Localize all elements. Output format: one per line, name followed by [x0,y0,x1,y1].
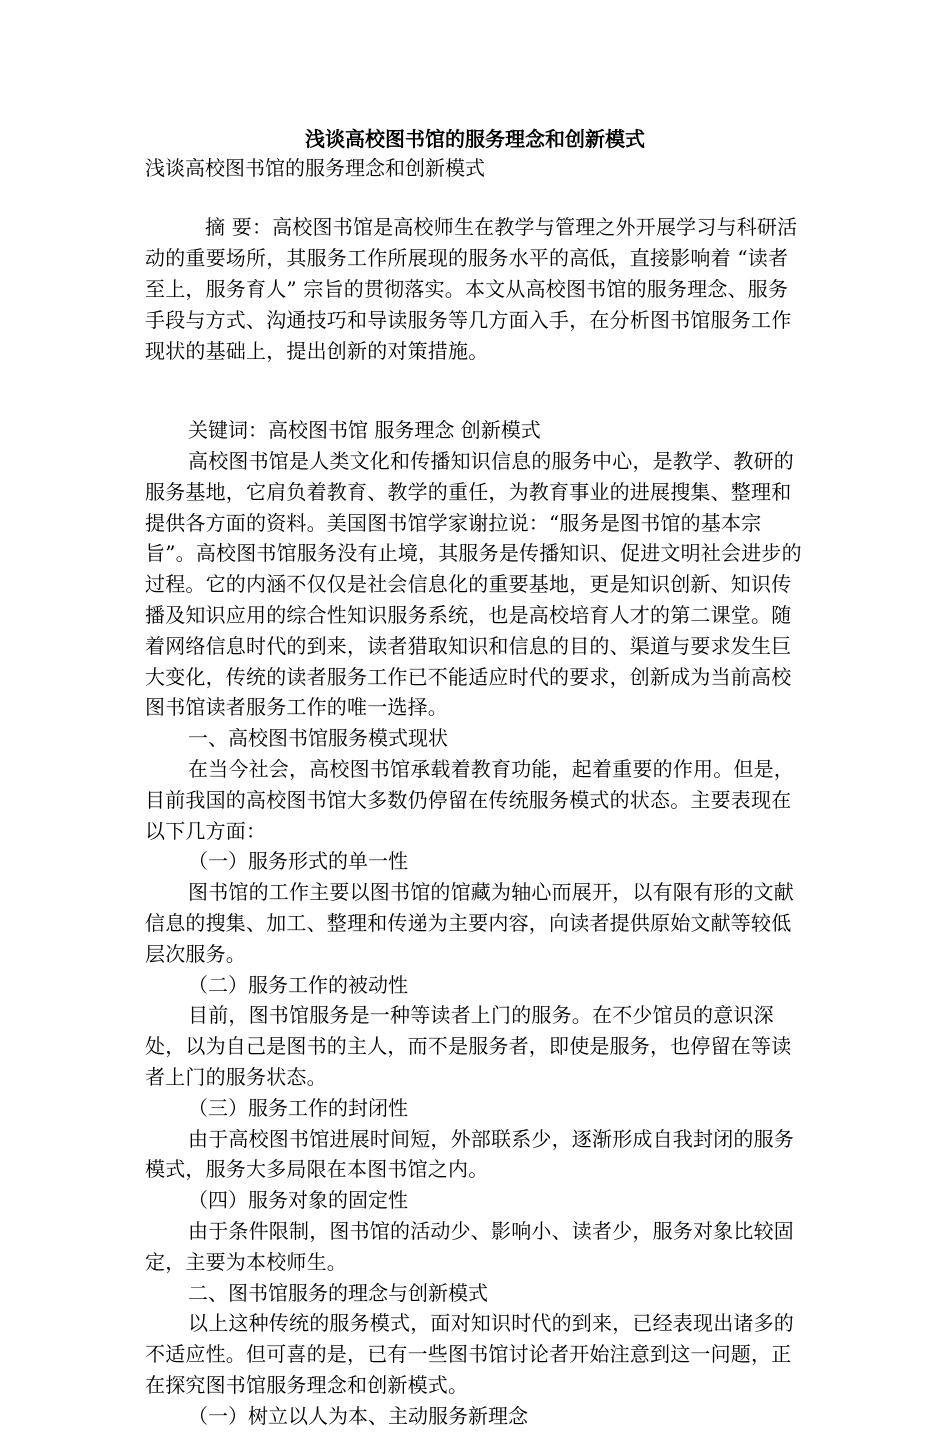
subsection-paragraph-1-4: 由于条件限制，图书馆的活动少、影响小、读者少，服务对象比较固定，主要为本校师生。 [145,1218,794,1274]
abstract-paragraph: 摘 要：高校图书馆是高校师生在教学与管理之外开展学习与科研活动的重要场所，其服务工作所展现的服务水平的高低，直接影响着 “读者至上，服务育人” 宗旨的贯彻落实。本文从高校图书馆的服务理念、服务手段与方式、沟通技巧和导读服务等几方面入手，在分析图书馆服务工作现状的基础上，提出创新的对策措施。 [145,215,798,363]
section-2-intro: 以上这种传统的服务模式，面对知识时代的到来，已经表现出诸多的不适应性。但可喜的是，已有一些图书馆讨论者开始注意到这一问题，正在探究图书馆服务理念和创新模式。 [145,1311,794,1397]
subsection-paragraph-1-1: 图书馆的工作主要以图书馆的馆藏为轴心而展开，以有限有形的文献信息的搜集、加工、整理和传递为主要内容，向读者提供原始文献等较低层次服务。 [145,880,794,966]
subsection-paragraph-1-2: 目前，图书馆服务是一种等读者上门的服务。在不少馆员的意识深处，以为自己是图书的主人，而不是服务者，即使是服务，也停留在等读者上门的服务状态。 [145,1003,792,1089]
document-subtitle: 浅谈高校图书馆的服务理念和创新模式 [145,156,485,180]
document-page [145,118,805,1432]
subsection-heading-1-3: （三）服务工作的封闭性 [188,1095,408,1120]
subsection-heading-1-4: （四）服务对象的固定性 [188,1188,408,1213]
section-1-intro: 在当今社会，高校图书馆承载着教育功能，起着重要的作用。但是，目前我国的高校图书馆大多数仍停留在传统服务模式的状态。主要表现在以下几方面： [145,756,794,843]
subsection-heading-1-1: （一）服务形式的单一性 [188,849,408,874]
intro-paragraph: 高校图书馆是人类文化和传播知识信息的服务中心，是教学、教研的服务基地，它肩负着教育、教学的重任，为教育事业的进展搜集、整理和提供各方面的资料。美国图书馆学家谢拉说：“服务是图书馆的基本宗旨”。高校图书馆服务没有止境，其服务是传播知识、促进文明社会进步的过程。它的内涵不仅仅是社会信息化的重要基地，更是知识创新、知识传播及知识应用的综合性知识服务系统，也是高校培育人才的第二课堂。随着网络信息时代的到来，读者猎取知识和信息的目的、渠道与要求发生巨大变化，传统的读者服务工作已不能适应时代的要求，创新成为当前高校图书馆读者服务工作的唯一选择。 [145,449,802,720]
subsection-heading-2-1: （一）树立以人为本、主动服务新理念 [188,1403,528,1428]
section-heading-2: 二、图书馆服务的理念与创新模式 [188,1280,488,1305]
subsection-heading-1-2: （二）服务工作的被动性 [188,972,408,997]
keywords-line: 关键词：高校图书馆 服务理念 创新模式 [188,418,541,442]
subsection-paragraph-1-3: 由于高校图书馆进展时间短，外部联系少，逐渐形成自我封闭的服务模式，服务大多局限在本图书馆之内。 [145,1126,794,1182]
section-heading-1: 一、高校图书馆服务模式现状 [188,726,448,751]
document-title: 浅谈高校图书馆的服务理念和创新模式 [305,127,645,151]
